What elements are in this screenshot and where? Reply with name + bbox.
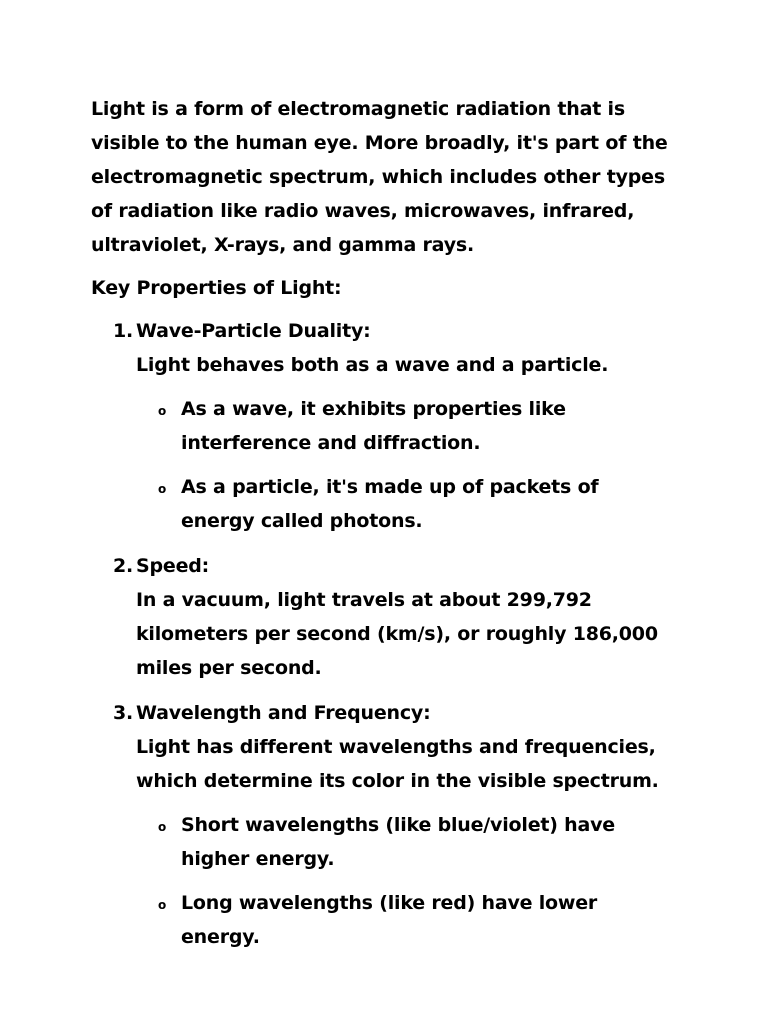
sub-list-item: [136, 392, 678, 460]
sub-item-text: Short wavelengths (like blue/violet) have higher energy.: [181, 814, 615, 870]
hollow-bullet-icon: o: [158, 482, 167, 496]
sub-item-text: As a wave, it exhibits properties like interference and diffraction.: [181, 398, 566, 454]
sub-list-item: [136, 886, 678, 954]
property-item-wave-particle: [91, 314, 678, 538]
hollow-bullet-icon: o: [158, 820, 167, 834]
sub-list-item: [136, 470, 678, 538]
property-description: Light behaves both as a wave and a particle.: [136, 354, 609, 376]
property-title: Wavelength and Frequency:: [136, 702, 431, 724]
property-description: Light has different wavelengths and frequencies, which determine its color in the visible spectrum.: [136, 736, 659, 792]
property-item-speed: [91, 549, 678, 685]
list-number: 2.: [113, 555, 134, 577]
hollow-bullet-icon: o: [158, 404, 167, 418]
sub-item-text: Long wavelengths (like red) have lower energy.: [181, 892, 598, 948]
sub-list-item: [136, 808, 678, 876]
property-item-wavelength: [91, 696, 678, 954]
list-number: 1.: [113, 320, 134, 342]
property-title: Wave-Particle Duality:: [136, 320, 371, 342]
property-description: In a vacuum, light travels at about 299,792 kilometers per second (km/s), or roughly 186,000 miles per second.: [136, 589, 658, 679]
section-heading: Key Properties of Light:: [91, 277, 342, 299]
property-title: Speed:: [136, 555, 210, 577]
hollow-bullet-icon: o: [158, 898, 167, 912]
list-number: 3.: [113, 702, 134, 724]
sub-list: [136, 808, 678, 954]
properties-list: [91, 314, 678, 954]
sub-list: [136, 392, 678, 538]
intro-paragraph: Light is a form of electromagnetic radiation that is visible to the human eye. More broadly, it's part of the electromagnetic spectrum, which includes other types of radiation like radio waves, microwaves, infrared, ultraviolet, X-rays, and gamma rays.: [91, 98, 668, 256]
sub-item-text: As a particle, it's made up of packets of energy called photons.: [181, 476, 599, 532]
